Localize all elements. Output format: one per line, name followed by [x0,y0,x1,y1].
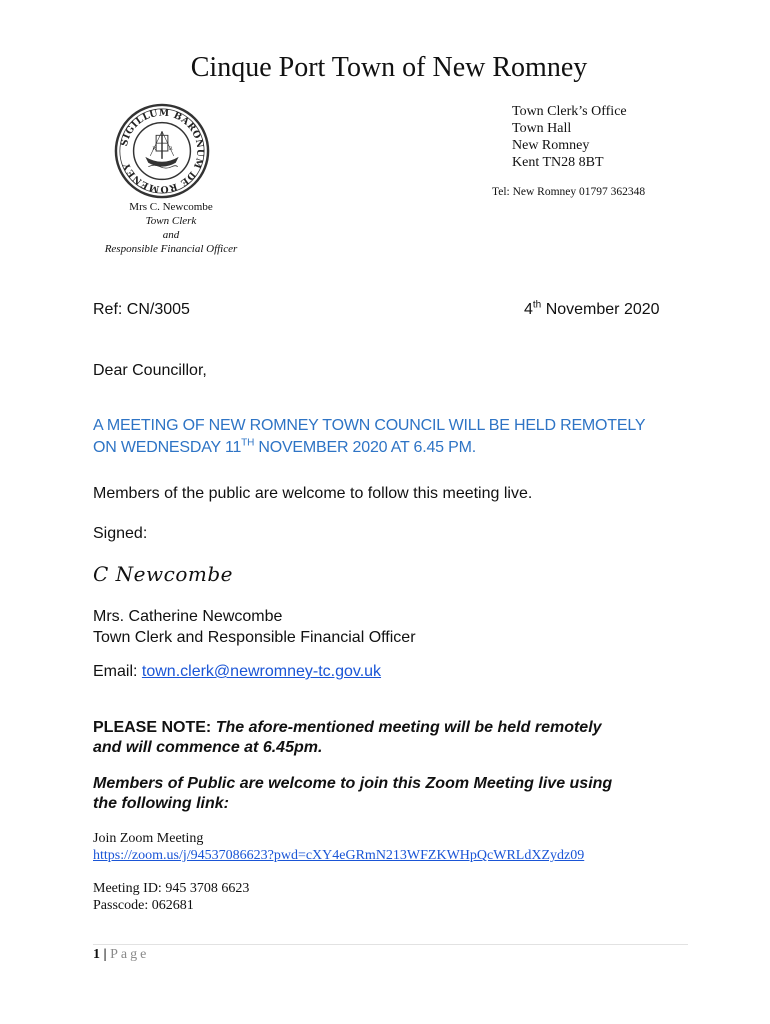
heading-line [93,437,703,459]
signed-label: Signed: [93,525,148,542]
page-footer [93,947,149,963]
date-month-year: November 2020 [541,301,660,318]
join-zoom-label: Join Zoom Meeting [93,831,204,846]
meeting-heading [93,415,703,459]
meeting-credentials [93,880,249,914]
page-title: Cinque Port Town of New Romney [190,52,588,83]
salutation: Dear Councillor, [93,362,207,379]
heading-line: A MEETING OF NEW ROMNEY TOWN COUNCIL WILL BE HELD REMOTELY [93,417,646,434]
meeting-id: Meeting ID: 945 3708 6623 [93,881,250,896]
email-line [93,663,381,681]
heading-suffix: TH [241,437,255,449]
note-line: and will commence at 6.45pm. [93,739,323,756]
sender-role: Town Clerk [145,215,197,227]
page-number: 1 [93,947,100,962]
please-note [93,718,713,758]
heading-text: NOVEMBER 2020 AT 6.45 PM. [254,439,476,456]
svg-text:R: R [152,146,156,153]
footer-separator: | [100,947,111,962]
address-line: Kent TN28 8BT [512,155,604,170]
signer-name: Mrs. Catherine Newcombe [93,608,283,625]
town-seal-icon [113,102,211,200]
heading-text: ON WEDNESDAY 11 [93,439,242,456]
address-line: New Romney [512,138,590,153]
note-text: The afore-mentioned meeting will be held remotely [215,719,602,736]
svg-text:SIGILLUM BARONUM DE ROMENEY: SIGILLUM BARONUM DE ROMENEY [119,107,206,195]
sender-name: Mrs C. Newcombe [129,201,213,213]
zoom-invite-note [93,774,713,814]
zoom-invite-line: the following link: [93,795,229,812]
footer-divider [93,944,688,945]
zoom-details [93,830,584,864]
note-line [93,718,713,738]
public-welcome-text: Members of the public are welcome to follow this meeting live. [93,485,533,502]
signature: C Newcombe [93,562,233,586]
date-suffix: th [532,299,542,311]
signer-block [93,606,416,648]
sender-and: and [162,229,180,241]
sender-role: Responsible Financial Officer [104,243,238,255]
telephone: Tel: New Romney 01797 362348 [492,186,646,198]
address-line: Town Hall [512,121,572,136]
email-label: Email: [93,663,142,680]
address-line: Town Clerk’s Office [512,104,627,119]
sender-block [86,200,256,256]
email-link[interactable]: town.clerk@newromney-tc.gov.uk [141,663,382,680]
signer-title: Town Clerk and Responsible Financial Officer [93,629,416,646]
office-address [512,103,627,171]
reference: Ref: CN/3005 [93,301,190,318]
page-label: Page [110,947,150,962]
zoom-invite-line: Members of Public are welcome to join this Zoom Meeting live using [93,775,613,792]
letter-date [524,301,660,319]
passcode: Passcode: 062681 [93,898,194,913]
date-day: 4 [524,301,533,318]
note-label: PLEASE NOTE: [93,719,216,736]
svg-text:R: R [168,146,173,153]
zoom-link[interactable]: https://zoom.us/j/94537086623?pwd=cXY4eGRmN213WFZKWHpQcWRLdXZydz09 [93,848,585,863]
